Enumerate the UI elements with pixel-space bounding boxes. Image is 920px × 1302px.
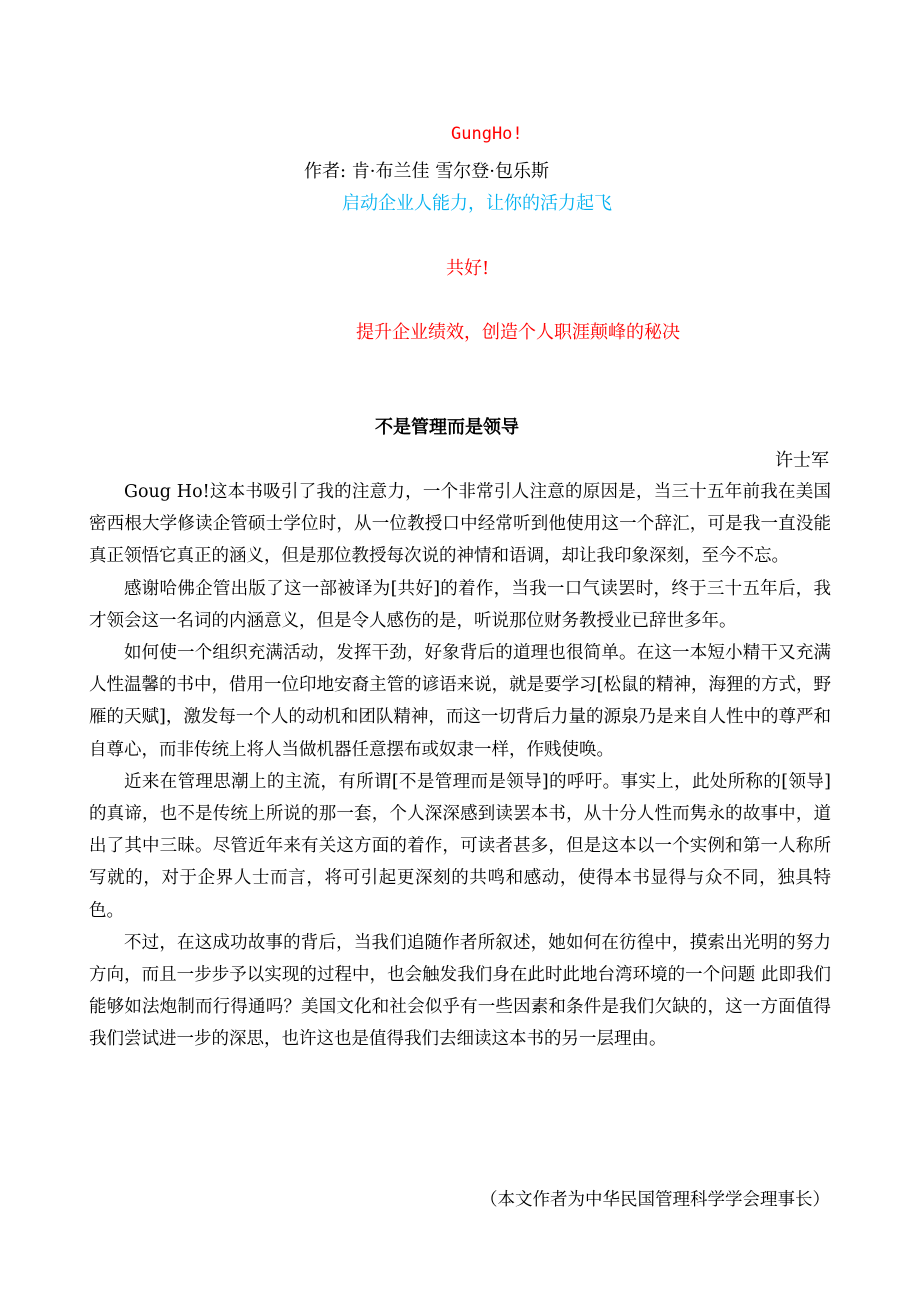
- essay-paragraph: 如何使一个组织充满活动，发挥干劲，好象背后的道理也很简单。在这一本短小精干又充满人性温馨的书中，借用一位印地安裔主管的谚语来说，就是要学习[松鼠的精神，海狸的方式，野雁的天赋]，激发每一个人的动机和团队精神，而这一切背后力量的源泉乃是来自人性中的尊严和自尊心，而非传统上将人当做机器任意摆布或奴隶一样，作贱使唤。: [89, 643, 831, 760]
- author-note: （本文作者为中华民国管理科学学会理事长）: [480, 1190, 830, 1210]
- essay-paragraph: 不过，在这成功故事的背后，当我们追随作者所叙述，她如何在彷徨中，摸索出光明的努力方向，而且一步步予以实现的过程中，也会触发我们身在此时此地台湾环境的一个问题 此即我们能够如法炮制而行得通吗？美国文化和社会似乎有一些因素和条件是我们欠缺的，这一方面值得我们尝试进一步的深思，也许这也是值得我们去细读这本书的另一层理由。: [89, 932, 831, 1050]
- book-subtitle: 提升企业绩效，创造个人职涯颠峰的秘决: [356, 322, 680, 343]
- essay-title: 不是管理而是领导: [375, 417, 519, 438]
- book-authors: 作者: 肯·布兰佳 雪尔登·包乐斯: [304, 161, 549, 182]
- essay-author: 许士军: [775, 450, 829, 471]
- book-slogan: 启动企业人能力，让你的活力起飞: [342, 193, 612, 214]
- book-title-chinese: 共好!: [446, 258, 490, 279]
- book-title-english: GungHo!: [451, 124, 523, 144]
- essay-paragraph: 感谢哈佛企管出版了这一部被译为[共好]的着作，当我一口气读罢时，终于三十五年后，我才领会这一名词的内涵意义，但是令人感伤的是，听说那位财务教授业已辞世多年。: [89, 578, 831, 631]
- essay-paragraph: 近来在管理思潮上的主流，有所谓[不是管理而是领导]的呼吁。事实上，此处所称的[领导]的真谛，也不是传统上所说的那一套，个人深深感到读罢本书，从十分人性而隽永的故事中，道出了其中三昧。尽管近年来有关这方面的着作，可读者甚多，但是这本以一个实例和第一人称所写就的，对于企界人士而言，将可引起更深刻的共鸣和感动，使得本书显得与众不同，独具特色。: [89, 771, 831, 921]
- essay-body: [89, 476, 831, 1056]
- essay-paragraph: Goug Ho!这本书吸引了我的注意力，一个非常引人注意的原因是，当三十五年前我在美国密西根大学修读企管硕士学位时，从一位教授口中经常听到他使用这一个辞汇，可是我一直没能真正领悟它真正的涵义，但是那位教授每次说的神情和语调，却让我印象深刻，至今不忘。: [89, 482, 831, 567]
